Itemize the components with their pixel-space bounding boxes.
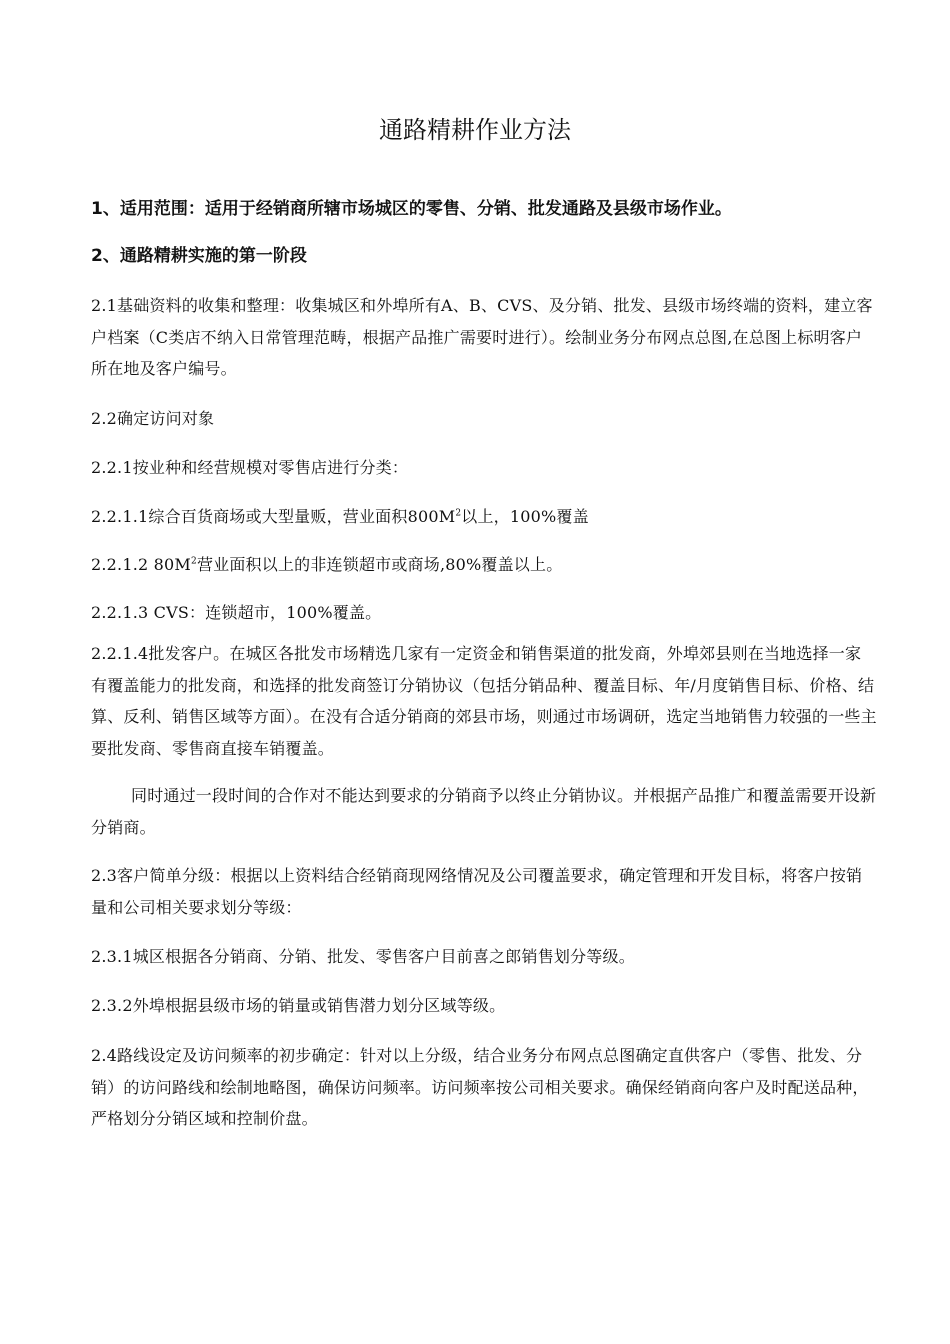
- paragraph-2-2-1-3: 2.2.1.3 CVS：连锁超市，100%覆盖。: [91, 603, 382, 622]
- paragraph-2-2-1: 2.2.1按业种和经营规模对零售店进行分类：: [91, 458, 409, 477]
- paragraph-2-2-1-2-tail: 营业面积以上的非连锁超市或商场,80%覆盖以上。: [196, 555, 563, 574]
- paragraph-2-2-1-4: 2.2.1.4批发客户。在城区各批发市场精选几家有一定资金和销售渠道的批发商，外埠郊县则在当地选择一家有覆盖能力的批发商，和选择的批发商签订分销协议（包括分销品种、覆盖目标、年/月度销售目标、价格、结算、反利、销售区域等方面）。在没有合适分销商的郊县市场，则通过市场调研，选定当地销售力较强的一些主要批发商、零售商直接车销覆盖。: [91, 644, 877, 758]
- section-heading-scope: 1、适用范围：适用于经销商所辖市场城区的零售、分销、批发通路及县级市场作业。: [91, 199, 732, 219]
- page-title: 通路精耕作业方法: [379, 116, 571, 144]
- paragraph-2-3-2: 2.3.2外埠根据县级市场的销量或销售潜力划分区域等级。: [91, 996, 506, 1015]
- paragraph-2-3: 2.3客户简单分级：根据以上资料结合经销商现网络情况及公司覆盖要求，确定管理和开发目标，将客户按销量和公司相关要求划分等级：: [91, 866, 863, 917]
- paragraph-2-2-1-2: [91, 549, 877, 581]
- paragraph-2-2-1-1: [91, 501, 877, 533]
- paragraph-distributor-review: 同时通过一段时间的合作对不能达到要求的分销商予以终止分销协议。并根据产品推广和覆盖需要开设新分销商。: [91, 786, 877, 837]
- paragraph-2-2: 2.2确定访问对象: [91, 409, 215, 428]
- paragraph-2-3-1: 2.3.1城区根据各分销商、分销、批发、零售客户目前喜之郎销售划分等级。: [91, 947, 635, 966]
- paragraph-2-2-1-1-tail: 以上，100%覆盖: [461, 507, 589, 526]
- section-heading-phase-one: 2、通路精耕实施的第一阶段: [91, 246, 307, 266]
- superscript-2: 2: [191, 556, 197, 567]
- superscript-2: 2: [455, 508, 462, 519]
- paragraph-2-4: 2.4路线设定及访问频率的初步确定：针对以上分级，结合业务分布网点总图确定直供客户（零售、批发、分销）的访问路线和绘制地略图，确保访问频率。访问频率按公司相关要求。确保经销商向客户及时配送品种，严格划分分销区域和控制价盘。: [91, 1046, 869, 1128]
- paragraph-2-1: 2.1基础资料的收集和整理：收集城区和外埠所有A、B、CVS、及分销、批发、县级市场终端的资料，建立客户档案（C类店不纳入日常管理范畴，根据产品推广需要时进行）。绘制业务分布网点总图,在总图上标明客户所在地及客户编号。: [91, 296, 873, 378]
- paragraph-2-2-1-2-text: 2.2.1.2 80M: [91, 555, 192, 574]
- paragraph-2-2-1-1-text: 2.2.1.1综合百货商场或大型量贩，营业面积800M: [91, 507, 456, 526]
